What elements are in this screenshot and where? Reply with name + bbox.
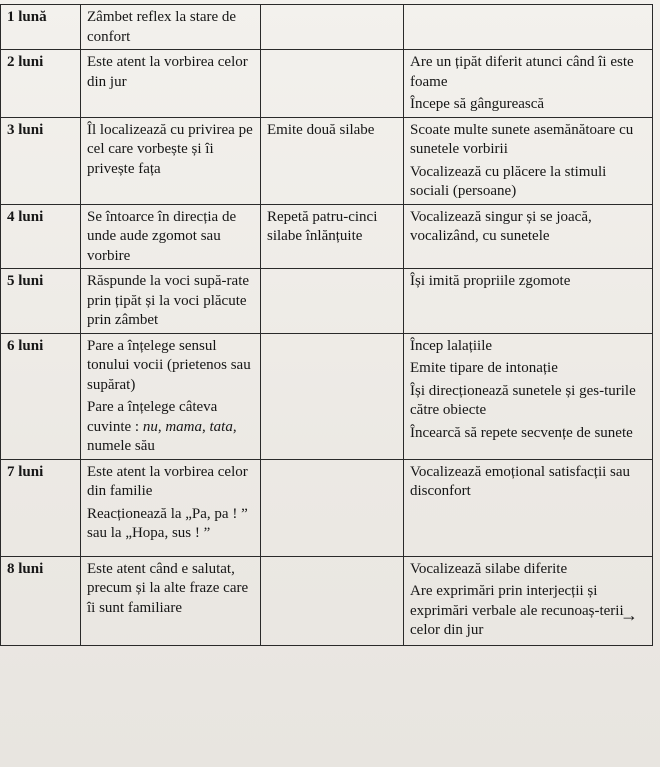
expression-cell-text: Vocalizează singur și se joacă, vocalizând, cu sunetele bbox=[410, 208, 592, 244]
language-development-table bbox=[0, 4, 653, 646]
expression-cell bbox=[404, 269, 653, 334]
expression-cell-text: Începe să gângurească bbox=[410, 96, 545, 112]
age-cell: 1 lună bbox=[1, 5, 81, 50]
table-row bbox=[1, 556, 653, 645]
age-cell: 2 luni bbox=[1, 50, 81, 118]
expression-cell bbox=[404, 459, 653, 556]
comprehension-cell-text: Zâmbet reflex la stare de confort bbox=[87, 9, 237, 45]
imitation-cell bbox=[261, 269, 404, 334]
comprehension-cell-text: Este atent când e salutat, precum și la alte fraze care îi sunt familiare bbox=[87, 560, 249, 616]
expression-cell bbox=[404, 117, 653, 204]
imitation-cell bbox=[261, 50, 404, 118]
expression-cell bbox=[404, 204, 653, 269]
table-row bbox=[1, 204, 653, 269]
age-cell: 5 luni bbox=[1, 269, 81, 334]
table-row bbox=[1, 269, 653, 334]
expression-cell-text: Emite tipare de intonație bbox=[410, 360, 558, 376]
expression-cell-text: Vocalizează cu plăcere la stimuli sociali (persoane) bbox=[410, 163, 607, 199]
expression-cell-text: Vocalizează emoțional satisfacții sau disconfort bbox=[410, 463, 631, 499]
imitation-cell bbox=[261, 459, 404, 556]
imitation-cell bbox=[261, 204, 404, 269]
expression-cell-text: Are un țipăt diferit atunci când îi este foame bbox=[410, 54, 634, 90]
comprehension-cell-text: Pare a înțelege sensul tonului vocii (prietenos sau supărat) bbox=[87, 337, 251, 393]
expression-cell bbox=[404, 5, 653, 50]
comprehension-cell-text: Este atent la vorbirea celor din jur bbox=[87, 54, 248, 90]
expression-cell bbox=[404, 333, 653, 459]
imitation-cell bbox=[261, 556, 404, 645]
expression-cell-text: Are exprimări prin interjecții și exprimări verbale ale recunoaș-terii celor din jur bbox=[410, 583, 624, 638]
expression-cell bbox=[404, 556, 653, 645]
comprehension-cell-text: Se întoarce în direcția de unde aude zgomot sau vorbire bbox=[87, 208, 237, 264]
comprehension-cell bbox=[81, 333, 261, 459]
table-row bbox=[1, 459, 653, 556]
table-row bbox=[1, 117, 653, 204]
age-cell: 7 luni bbox=[1, 459, 81, 556]
imitation-cell bbox=[261, 5, 404, 50]
table-row bbox=[1, 50, 653, 118]
age-cell: 4 luni bbox=[1, 204, 81, 269]
comprehension-cell-text: Răspunde la voci supă-rate prin țipăt și la voci plăcute prin zâmbet bbox=[87, 273, 250, 328]
comprehension-cell-text: Este atent la vorbirea celor din familie bbox=[87, 463, 248, 499]
comprehension-cell bbox=[81, 269, 261, 334]
expression-cell bbox=[404, 50, 653, 118]
comprehension-cell bbox=[81, 459, 261, 556]
expression-cell-text: Scoate multe sunete asemănătoare cu sunetele vorbirii bbox=[410, 121, 634, 157]
comprehension-cell bbox=[81, 117, 261, 204]
expression-cell-text: Încearcă să repete secvențe de sunete bbox=[410, 424, 633, 441]
age-cell: 8 luni bbox=[1, 556, 81, 645]
comprehension-cell bbox=[81, 50, 261, 118]
imitation-cell bbox=[261, 333, 404, 459]
continuation-arrow-icon: → bbox=[620, 605, 638, 625]
comprehension-cell-text: Pare a înțelege câteva cuvinte : nu, mama, tata, numele său bbox=[87, 399, 237, 454]
comprehension-cell bbox=[81, 556, 261, 645]
comprehension-cell bbox=[81, 5, 261, 50]
expression-cell-text: Își imită propriile zgomote bbox=[410, 273, 571, 289]
table-row bbox=[1, 333, 653, 459]
expression-cell-text: Încep lalațiile bbox=[410, 337, 493, 354]
expression-cell-text: Își direcționează sunetele și ges-turile către obiecte bbox=[410, 382, 636, 418]
imitation-cell-text: Emite două silabe bbox=[267, 121, 375, 138]
imitation-cell-text: Repetă patru-cinci silabe înlănțuite bbox=[267, 208, 378, 244]
age-cell: 3 luni bbox=[1, 117, 81, 204]
comprehension-cell-text: Reacționează la „Pa, pa ! ” sau la „Hopa, sus ! ” bbox=[87, 505, 248, 541]
comprehension-cell bbox=[81, 204, 261, 269]
age-cell: 6 luni bbox=[1, 333, 81, 459]
comprehension-cell-text: Îl localizează cu privirea pe cel care vorbește și îi privește fața bbox=[87, 121, 253, 177]
imitation-cell bbox=[261, 117, 404, 204]
table-row bbox=[1, 5, 653, 50]
expression-cell-text: Vocalizează silabe diferite bbox=[410, 560, 568, 577]
